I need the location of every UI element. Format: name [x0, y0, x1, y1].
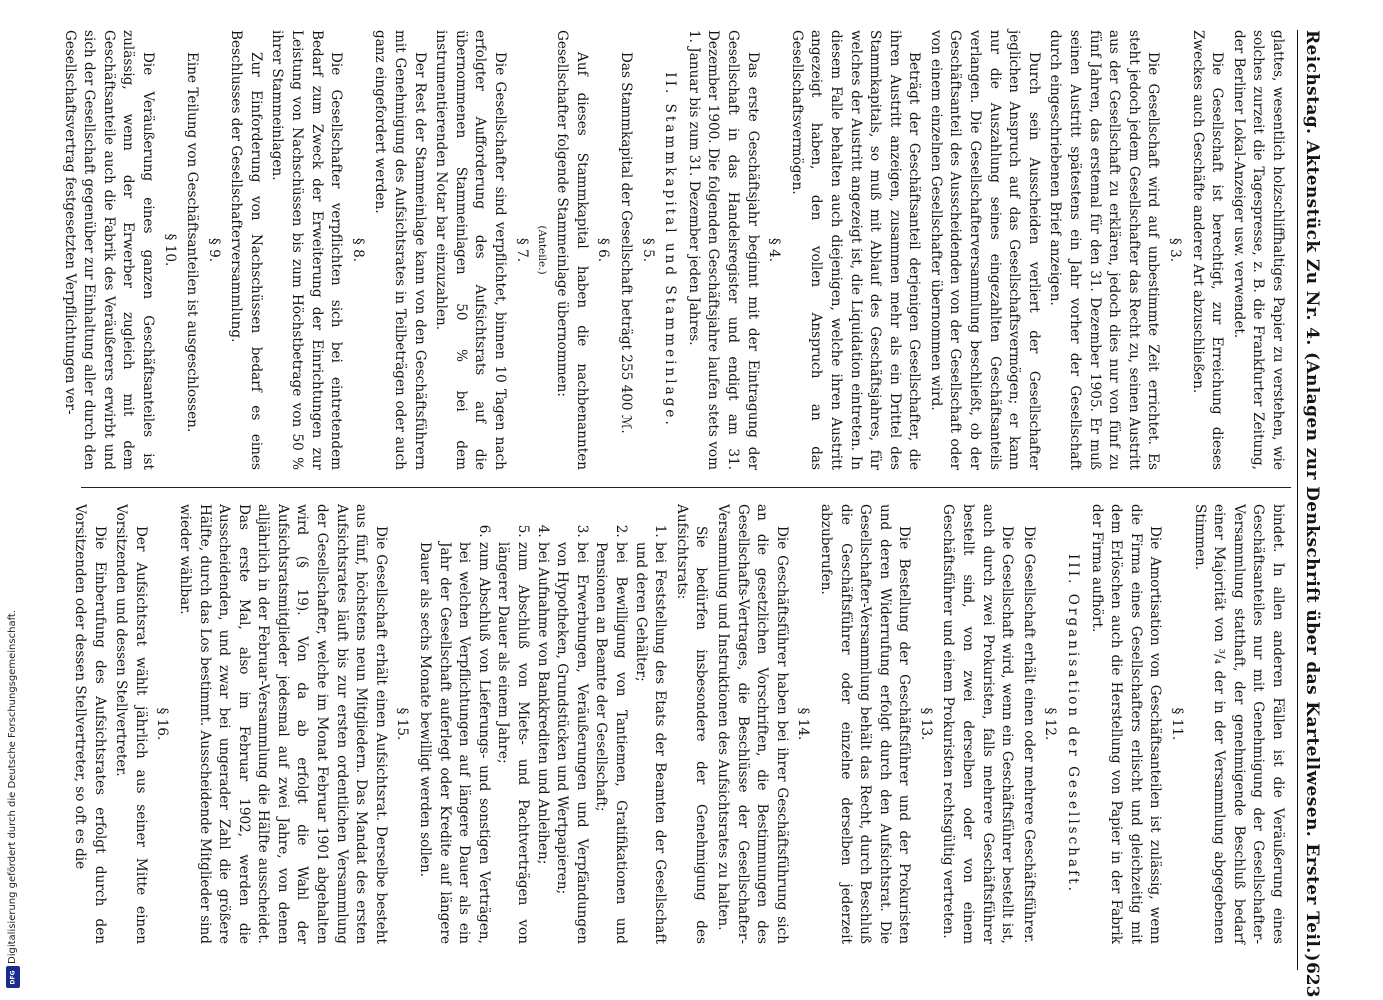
section-heading: § 10. — [161, 233, 178, 267]
section-heading: § 13. — [917, 707, 934, 741]
section-heading: § 9. — [205, 237, 222, 263]
list-item: 1. bei Feststellung des Etats der Beamten der Gesellschaft und deren Gehälter; — [630, 542, 669, 944]
page-number: 623 — [1302, 961, 1322, 998]
paragraph: Die Veräußerung eines ganzen Geschäftsanteiles ist zulässig, wenn der Erwerber zugleich mit dem Geschäftsanteile auch die Fabrik des Veräußerers erwirbt und sich der Gesellschaft gegenüber zur Einhaltung aller durch den Gesellschaftsvertrag festgesetzten Verpflichtungen ver- — [61, 30, 156, 470]
chapter-heading: II. Stammkapital und Stammeinlage. — [662, 72, 679, 428]
left-column — [61, 30, 1287, 470]
running-head: Reichstag. Aktenstück Zu Nr. 4. (Anlagen zur Denkschrift über das Kartellwesen. Erster Teil.) — [1302, 30, 1322, 962]
paragraph: Die Gesellschaft ist berechtigt, zur Erreichung dieses Zweckes auch Geschäfte anderer Art abzuschließen. — [1189, 30, 1226, 470]
column-divider — [81, 487, 1291, 488]
dfg-logo-text: DFG — [9, 969, 17, 985]
section-heading: § 11. — [1169, 707, 1186, 741]
paragraph: Beträgt der Geschäftsanteil derjenigen Gesellschafter, die ihren Austritt anzeigen, zusammen mehr als ein Drittel des Stammkapitals, so muß mit Ablauf des Geschäftsjahres, für welches der Austritt angezeigt ist, die Liquidation eintreten. In diesem Falle behalten auch diejenigen, welche ihren Austritt angezeigt haben, den vollen Anspruch an das Gesellschaftsvermögen. — [788, 30, 923, 470]
right-column — [71, 504, 1287, 944]
section-heading: § 12. — [1042, 707, 1059, 741]
section-heading: § 6. — [595, 237, 612, 263]
paragraph: bindet. In allen anderen Fällen ist die Veräußerung eines Geschäftsanteiles nur mit Genehmigung der Gesellschafter-Versammlung statthaft, der genehmigende Beschluß bedarf einer Majorität von ³/₄ der in der Versammlung abgegebenen Stimmen. — [1191, 504, 1286, 944]
paragraph: Die Einberufung des Aufsichtsrates erfolgt durch den Vorsitzenden oder dessen Stellvertreter, so oft es die — [71, 504, 108, 944]
dfg-logo — [6, 966, 20, 988]
list-item: 5. zum Abschluß von Miets- und Pachtverträgen von längerer Dauer als einem Jahre; — [493, 542, 532, 944]
section-heading: § 8. — [349, 237, 366, 263]
paragraph: Sie bedürfen insbesondere der Genehmigung des Aufsichtsrats: — [673, 504, 710, 944]
chapter-heading: III. Organisation der Gesellschaft. — [1065, 554, 1082, 894]
section-heading: § 16. — [154, 707, 171, 741]
list-item: 4. bei Aufnahme von Bankkrediten und Anleihen; — [532, 542, 552, 944]
paragraph: Die Bestellung der Geschäftsführer und der Prokuristen und deren Widerrufung erfolgt durch den Aufsichtsrat. Die Gesellschafter-Versammlung behält das Recht, durch Beschluß die Geschäftsführer oder einzelne derselben jederzeit abzuberufen. — [817, 504, 913, 944]
list-item: 6. zum Abschluß von Lieferungs- und sonstigen Verträgen, bei welchen Verpflichtungen auf längere Dauer als ein Jahr der Gesellschaft auferlegt oder Kredite auf längere Dauer als sechs Monate bewilligt werden sollen. — [414, 542, 492, 944]
caption-text: Digitalisierung gefördert durch die Deutsche Forschungsgemeinschaft. — [7, 609, 18, 964]
annex-note: (Anteile.) — [535, 225, 548, 275]
page-header — [1297, 30, 1327, 998]
paragraph: Die Gesellschaft wird, wenn ein Geschäftsführer bestellt ist, auch durch zwei Prokuristen, falls mehrere Geschäftsführer bestellt sind, von zwei derselben oder von einem Geschäftsführer und einem Prokuristen rechtsgültig vertreten. — [940, 504, 1016, 944]
paragraph: Die Geschäftsführer haben bei ihrer Geschäftsführung sich an die gesetzlichen Vorschriften, die Bestimmungen des Gesellschafts-Vertrages, die Beschlüsse der Gesellschafter-Versammlung und Instruktionen des Aufsichtsrates zu halten. — [714, 504, 790, 944]
document-page — [61, 30, 1335, 998]
paragraph: Die Gesellschafter sind verpflichtet, binnen 10 Tagen nach erfolgter Aufforderung des Aufsichtsrats auf die übernommenen Stammeinlagen 50 % bei dem instrumentierenden Notar bar einzuzahlen. — [433, 30, 509, 470]
paragraph: Das erste Geschäftsjahr beginnt mit der Eintragung der Gesellschaft in das Handelsregister und endigt am 31. Dezember 1900. Die folgenden Geschäftsjahre laufen stets vom 1. Januar bis zum 31. Dezember jeden Jahres. — [685, 30, 761, 470]
approval-list — [414, 504, 669, 944]
paragraph: Auf dieses Stammkapital haben die nachbenannten Gesellschafter folgende Stammeinlage übernommen: — [554, 30, 590, 470]
paragraph: Eine Teilung von Geschäftsanteilen ist ausgeschlossen. — [184, 52, 201, 433]
section-heading: § 5. — [639, 237, 656, 263]
paragraph: Die Amortisation von Geschäftsanteilen ist zulässig, wenn die Firma eines Gesellschafters erlischt und gleichzeitig mit dem Erlöschen auch die Herstellung von Papier in der Fabrik der Firma aufhört. — [1088, 504, 1164, 944]
digitization-caption — [4, 4, 18, 994]
section-heading: § 7. — [513, 237, 530, 263]
section-heading: § 15. — [394, 707, 411, 741]
paragraph: Der Rest der Stammeinlage kann von den Geschäftsführern mit Genehmigung des Aufsichtsrates in Teilbeträgen oder auch ganz eingefordert werden. — [372, 30, 428, 470]
list-item: 3. bei Erwerbungen, Veräußerungen und Verpfändungen von Hypotheken, Grundstücken und Wertpapieren; — [552, 542, 591, 944]
paragraph: Das Stammkapital der Gesellschaft beträgt 255 400 ℳ. — [618, 52, 634, 434]
paragraph: Der Aufsichtsrat wählt jährlich aus seiner Mitte einen Vorsitzenden und dessen Stellvertreter. — [113, 504, 149, 944]
paragraph: Durch sein Ausscheiden verliert der Gesellschafter jeglichen Anspruch auf das Gesellschaftsvermögen; er kann nur die Auszahlung seines eingezahlten Geschäftsanteils verlangen. Die Gesellschafterversammlung beschließt, ob der Geschäftsanteil des Ausscheidenden von der Gesellschaft oder von einem einzelnen Gesellschafter übernommen wird. — [927, 30, 1042, 470]
paragraph: Die Gesellschafter verpflichten sich bei eintretendem Bedarf zum Zweck der Erweiterung der Einrichtungen zur Leistung von Nachschüssen bis zum Höchstbetrage von 50 % ihrer Stammeinlagen. — [269, 30, 345, 470]
paragraph: Die Gesellschaft wird auf unbestimmte Zeit errichtet. Es steht jedoch jedem Gesellschafter das Recht zu, seinen Austritt aus der Gesellschaft zu erklären, jedoch dies nur von fünf zu fünf Jahren, das erstemal für den 31. Dezember 1905. Er muß seinen Austritt spätestens ein Jahr vorher der Gesellschaft durch eingeschriebenen Brief anzeigen. — [1047, 30, 1162, 470]
paragraph: glattes, wesentlich holzschliffhaltiges Papier zu verstehen, wie solches zurzeit die Tagespresse, z. B. die Frankfurter Zeitung, der Berliner Lokal-Anzeiger usw. verwendet. — [1230, 30, 1286, 470]
page-content — [61, 30, 1335, 998]
section-heading: § 3. — [1167, 237, 1184, 263]
list-item: 2. bei Bewilligung von Tantiemen, Gratifikationen und Pensionen an Beamte der Gesellschaft; — [591, 542, 630, 944]
paragraph: Zur Einforderung von Nachschüssen bedarf es eines Beschlusses der Gesellschafterversammlung. — [228, 30, 264, 470]
section-heading: § 14. — [795, 707, 812, 741]
section-heading: § 4. — [766, 237, 783, 263]
paragraph: Die Gesellschaft erhält einen oder mehrere Geschäftsführer. — [1020, 526, 1037, 944]
paragraph: Die Gesellschaft erhält einen Aufsichtsrat. Derselbe besteht aus fünf, höchstens neun Mitgliedern. Das Mandat des ersten Aufsichtsrates läuft bis zur ersten ordentlichen Versammlung der Gesellschafter, welche im Monat Februar 1901 abgehalten wird (§ 19). Von da ab erfolgt die Wahl der Aufsichtsratsmitglieder jedesmal auf zwei Jahre, von denen alljährlich in der Februar-Versammlung die Hälfte ausscheidet. Das erste Mal, also im Februar 1902, werden die Ausscheidenden, und zwar bei ungerader Zahl die größere Hälfte, durch das Los bestimmt. Ausscheidende Mitglieder sind wieder wählbar. — [176, 504, 389, 944]
